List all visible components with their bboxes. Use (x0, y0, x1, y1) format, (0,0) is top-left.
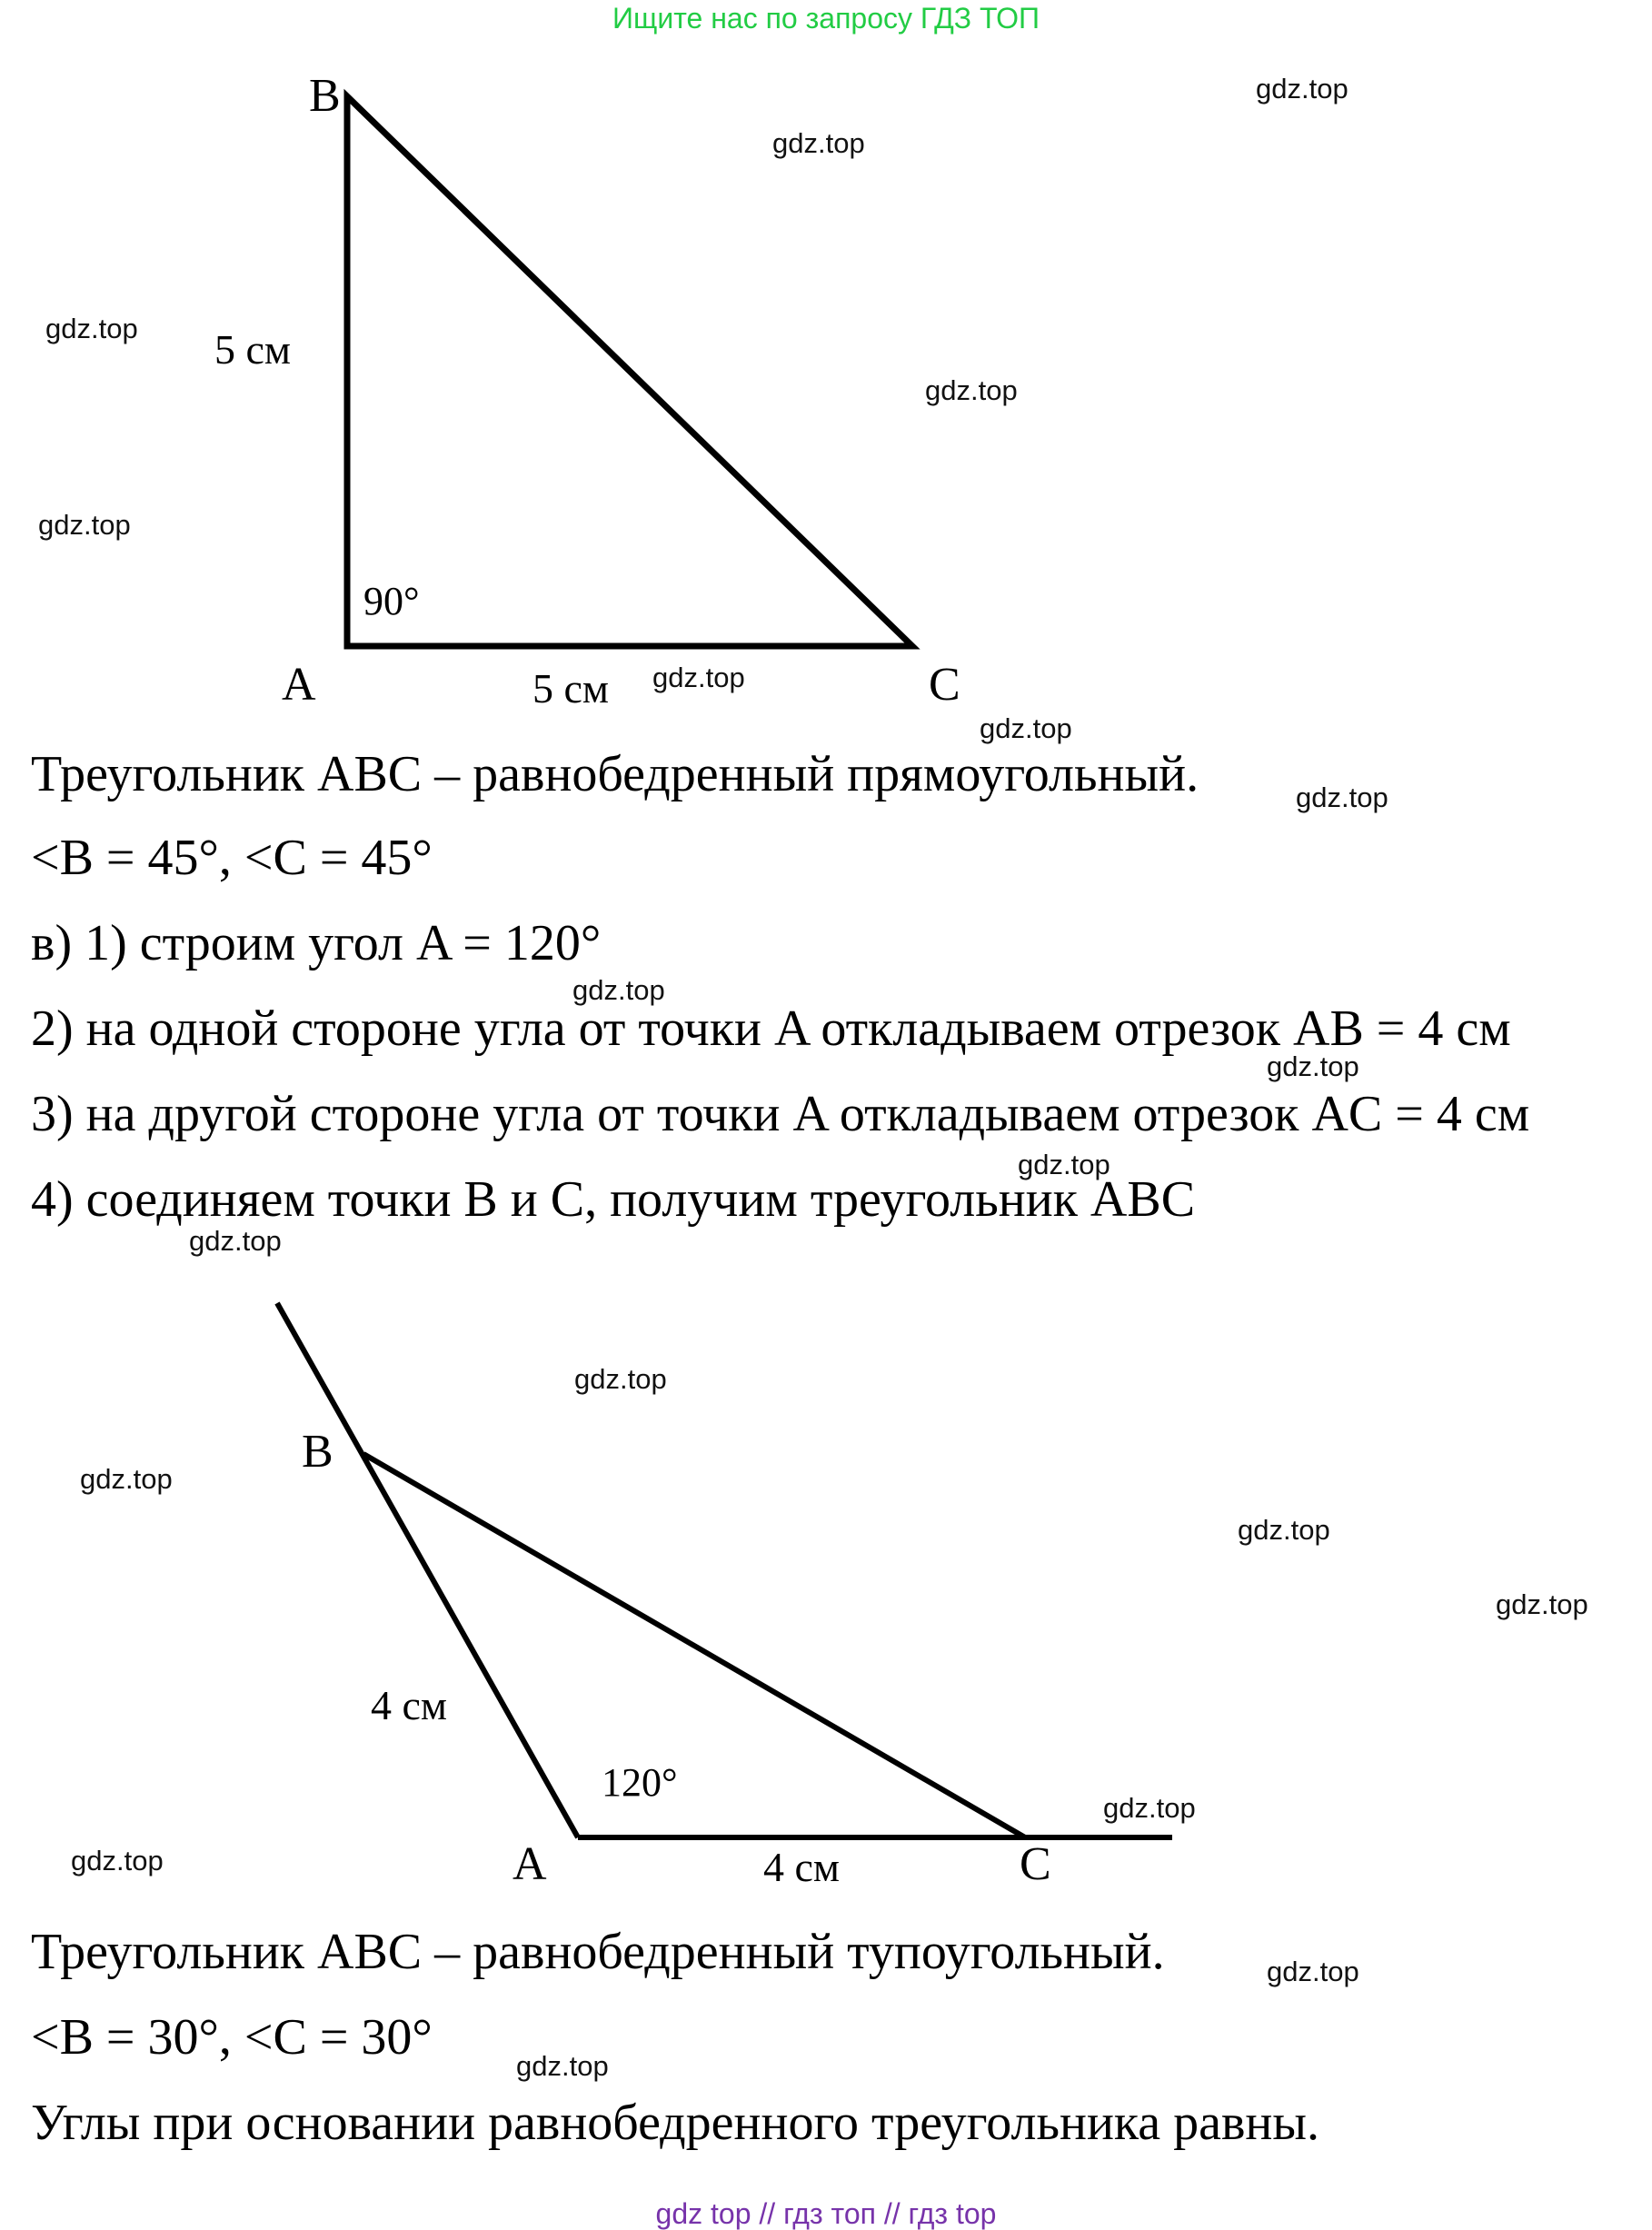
conclusion-line-1: Треугольник ABC – равнобедренный прямоугольный. (31, 746, 1199, 802)
watermark: gdz.top (1296, 781, 1388, 813)
conclusion-line-2: Треугольник ABC – равнобедренный тупоугольный. (31, 1924, 1165, 1980)
watermark: gdz.top (1267, 1956, 1359, 1987)
watermark: gdz.top (1103, 1792, 1196, 1824)
vertex-a-label: A (282, 659, 316, 711)
vertex-a-label-2: A (513, 1838, 547, 1890)
watermark: gdz.top (45, 313, 138, 344)
watermark: gdz.top (189, 1225, 282, 1257)
side-ac-length-2: 4 см (763, 1844, 841, 1890)
watermark: gdz.top (1018, 1149, 1110, 1180)
side-ac-length: 5 см (532, 665, 610, 712)
vertex-b-label-2: B (302, 1426, 333, 1478)
watermark: gdz.top (772, 127, 865, 159)
angle-a-value: 90° (363, 579, 420, 623)
watermark: gdz.top (652, 662, 745, 693)
vertex-c-label-2: C (1020, 1838, 1051, 1890)
watermark: gdz.top (980, 712, 1072, 744)
site-banner: Ищите нас по запросу ГДЗ ТОП (612, 2, 1040, 35)
step-1: в) 1) строим угол A = 120° (31, 915, 602, 971)
vertex-c-label: C (929, 659, 960, 711)
watermark: gdz.top (1496, 1588, 1588, 1620)
watermark: gdz.top (71, 1845, 164, 1877)
watermark: gdz.top (38, 509, 131, 541)
vertex-b-label: B (309, 70, 341, 122)
watermark: gdz.top (925, 374, 1018, 406)
angles-line-2: <B = 30°, <C = 30° (31, 2009, 433, 2066)
watermark: gdz.top (572, 974, 665, 1006)
step-3: 3) на другой стороне угла от точки A откладываем отрезок AC = 4 см (31, 1086, 1530, 1142)
theorem-line: Углы при основании равнобедренного треугольника равны. (31, 2095, 1320, 2151)
watermark: gdz.top (574, 1363, 667, 1395)
watermark: gdz.top (1238, 1514, 1330, 1546)
site-footer: gdz top // гдз топ // гдз top (655, 2197, 997, 2230)
angle-a-value-2: 120° (602, 1760, 678, 1805)
side-ab-length: 5 см (214, 326, 292, 373)
watermark: gdz.top (80, 1463, 173, 1495)
step-4: 4) соединяем точки B и C, получим треугольник ABC (31, 1171, 1196, 1228)
angles-line-1: <B = 45°, <C = 45° (31, 830, 433, 886)
side-ab-length-2: 4 см (371, 1682, 448, 1728)
step-2: 2) на одной стороне угла от точки A откладываем отрезок AB = 4 см (31, 1001, 1511, 1057)
watermark: gdz.top (1267, 1050, 1359, 1082)
watermark: gdz.top (1256, 73, 1348, 105)
ray-from-a-through-b (277, 1303, 578, 1837)
side-bc (363, 1454, 1025, 1837)
watermark: gdz.top (516, 2050, 609, 2082)
